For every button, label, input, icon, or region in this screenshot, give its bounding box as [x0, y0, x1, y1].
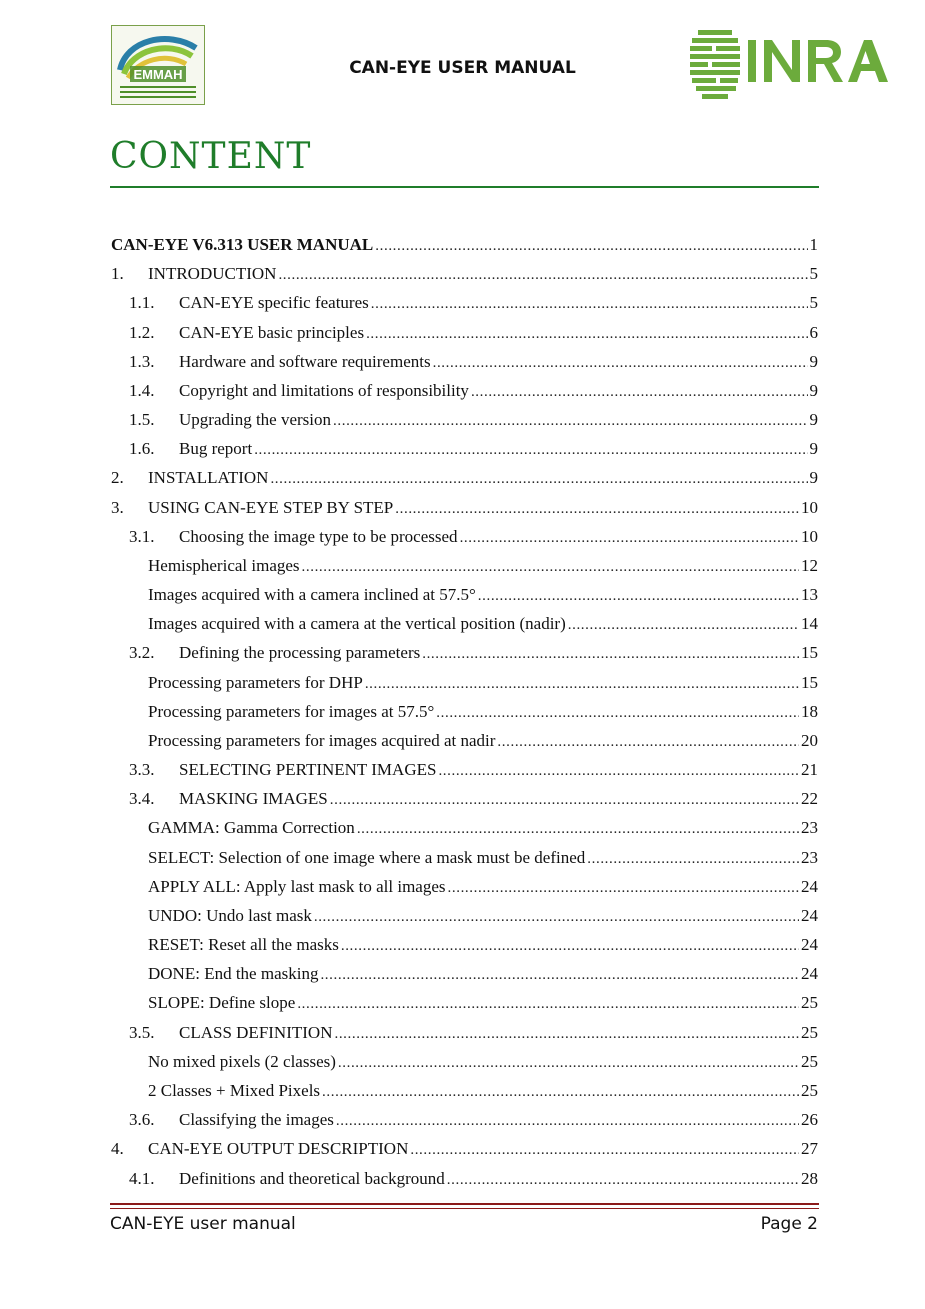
toc-entry-page: 27	[801, 1139, 818, 1159]
toc-entry-title: INSTALLATION	[148, 468, 269, 488]
toc-dot-leader	[322, 1078, 799, 1107]
toc-entry-page: 24	[801, 905, 818, 925]
toc-entry[interactable]	[111, 901, 818, 930]
toc-entry-page: 25	[801, 1022, 818, 1042]
toc-entry-page: 26	[801, 1110, 818, 1130]
toc-entry-page: 14	[801, 614, 818, 634]
toc-entry-page: 10	[801, 526, 818, 546]
toc-entry[interactable]	[111, 1047, 818, 1076]
toc-entry-number: 3.6.	[129, 1110, 155, 1130]
toc-dot-leader	[375, 232, 807, 261]
toc-entry[interactable]	[111, 1164, 818, 1193]
toc-entry-title: Upgrading the version	[179, 410, 332, 430]
toc-entry-number: 1.	[111, 264, 124, 284]
toc-dot-leader	[365, 670, 799, 699]
footer-divider-thin	[110, 1208, 819, 1209]
toc-entry[interactable]	[111, 988, 818, 1017]
toc-dot-leader	[436, 699, 799, 728]
toc-entry-number: 1.2.	[129, 322, 155, 342]
table-of-contents	[111, 230, 818, 1193]
toc-entry-page: 9	[809, 439, 818, 459]
toc-entry[interactable]	[111, 318, 818, 347]
toc-entry-title: Processing parameters for DHP	[148, 672, 363, 692]
toc-entry-title: USING CAN-EYE STEP BY STEP	[148, 497, 394, 517]
toc-entry-number: 4.1.	[129, 1168, 155, 1188]
toc-entry-page: 15	[801, 672, 818, 692]
toc-dot-leader	[395, 495, 799, 524]
toc-entry-number: 3.2.	[129, 643, 155, 663]
toc-entry-number: 3.3.	[129, 760, 155, 780]
inra-logo	[688, 26, 888, 108]
toc-entry[interactable]	[111, 609, 818, 638]
toc-entry-page: 24	[801, 964, 818, 984]
svg-text:EMMAH: EMMAH	[133, 67, 183, 82]
toc-dot-leader	[587, 845, 799, 874]
toc-entry-number: 4.	[111, 1139, 124, 1159]
toc-entry-page: 28	[801, 1168, 818, 1188]
toc-entry-number: 3.4.	[129, 789, 155, 809]
toc-entry-title: MASKING IMAGES	[179, 789, 328, 809]
toc-entry-title: GAMMA: Gamma Correction	[148, 818, 355, 838]
toc-entry-title: SLOPE: Define slope	[148, 993, 296, 1013]
toc-dot-leader	[357, 815, 799, 844]
toc-entry-title: INTRODUCTION	[148, 264, 277, 284]
toc-entry-page: 21	[801, 760, 818, 780]
toc-entry-number: 1.5.	[129, 410, 155, 430]
toc-dot-leader	[433, 349, 808, 378]
toc-entry-title: CAN-EYE V6.313 USER MANUAL	[111, 235, 374, 254]
toc-entry[interactable]	[111, 522, 818, 551]
toc-entry-page: 1	[809, 235, 818, 254]
toc-entry-title: DONE: End the masking	[148, 964, 319, 984]
toc-entry[interactable]	[111, 843, 818, 872]
toc-dot-leader	[334, 1020, 799, 1049]
toc-entry-page: 15	[801, 643, 818, 663]
toc-entry[interactable]	[111, 1134, 818, 1163]
toc-entry-page: 22	[801, 789, 818, 809]
toc-entry[interactable]	[111, 638, 818, 667]
toc-entry[interactable]	[111, 755, 818, 784]
toc-entry[interactable]	[111, 493, 818, 522]
toc-entry[interactable]	[111, 405, 818, 434]
toc-entry-number: 1.4.	[129, 380, 155, 400]
toc-entry-title: Copyright and limitations of responsibility	[179, 380, 469, 400]
toc-entry-number: 3.5.	[129, 1022, 155, 1042]
toc-entry-page: 24	[801, 935, 818, 955]
toc-entry[interactable]	[111, 551, 818, 580]
toc-entry-title: CLASS DEFINITION	[179, 1022, 333, 1042]
toc-entry-page: 6	[809, 322, 818, 342]
toc-entry-title: SELECTING PERTINENT IMAGES	[179, 760, 437, 780]
toc-entry-title: Processing parameters for images at 57.5°	[148, 701, 435, 721]
toc-entry[interactable]	[111, 259, 818, 288]
toc-dot-leader	[568, 611, 799, 640]
toc-dot-leader	[297, 990, 799, 1019]
toc-entry[interactable]	[111, 930, 818, 959]
footer-document-name: CAN-EYE user manual	[110, 1214, 296, 1234]
toc-entry[interactable]	[111, 959, 818, 988]
toc-entry-title: Processing parameters for images acquired at nadir	[148, 730, 496, 750]
toc-entry-title: Choosing the image type to be processed	[179, 526, 458, 546]
toc-entry[interactable]	[111, 784, 818, 813]
toc-entry-number: 3.	[111, 497, 124, 517]
toc-dot-leader	[478, 582, 799, 611]
toc-entry-page: 20	[801, 730, 818, 750]
toc-entry-page: 18	[801, 701, 818, 721]
toc-dot-leader	[460, 524, 799, 553]
toc-entry[interactable]	[111, 1076, 818, 1105]
toc-entry-page: 9	[809, 351, 818, 371]
footer-divider	[110, 1203, 819, 1205]
toc-entry-title: CAN-EYE specific features	[179, 293, 369, 313]
toc-dot-leader	[497, 728, 799, 757]
toc-entry-number: 1.6.	[129, 439, 155, 459]
toc-entry-title: No mixed pixels (2 classes)	[148, 1051, 336, 1071]
toc-entry-title: Images acquired with a camera inclined at 57.5°	[148, 585, 476, 605]
inra-logo-graphic	[688, 26, 888, 108]
toc-entry[interactable]	[111, 872, 818, 901]
title-divider	[110, 186, 819, 188]
toc-entry-number: 2.	[111, 468, 124, 488]
toc-entry-title: Hardware and software requirements	[179, 351, 431, 371]
toc-dot-leader	[278, 261, 807, 290]
toc-entry[interactable]	[111, 813, 818, 842]
toc-entry[interactable]	[111, 376, 818, 405]
toc-entry[interactable]	[111, 668, 818, 697]
toc-dot-leader	[314, 903, 799, 932]
toc-dot-leader	[330, 786, 799, 815]
toc-entry-title: 2 Classes + Mixed Pixels	[148, 1080, 321, 1100]
toc-entry-page: 9	[809, 380, 818, 400]
toc-entry-page: 9	[809, 468, 818, 488]
toc-entry-number: 3.1.	[129, 526, 155, 546]
toc-entry-title: RESET: Reset all the masks	[148, 935, 339, 955]
running-header-title: CAN-EYE USER MANUAL	[349, 58, 576, 78]
toc-dot-leader	[366, 320, 807, 349]
toc-dot-leader	[438, 757, 799, 786]
toc-entry-title: Hemispherical images	[148, 555, 300, 575]
toc-entry-page: 25	[801, 1051, 818, 1071]
toc-entry-title: Definitions and theoretical background	[179, 1168, 445, 1188]
toc-dot-leader	[422, 640, 799, 669]
toc-entry-title: Defining the processing parameters	[179, 643, 421, 663]
toc-entry[interactable]	[111, 347, 818, 376]
toc-entry-number: 1.3.	[129, 351, 155, 371]
toc-dot-leader	[410, 1136, 799, 1165]
toc-dot-leader	[333, 407, 807, 436]
toc-entry-page: 25	[801, 993, 818, 1013]
toc-entry-number: 1.1.	[129, 293, 155, 313]
toc-dot-leader	[371, 290, 808, 319]
toc-entry[interactable]	[111, 1105, 818, 1134]
toc-dot-leader	[320, 961, 799, 990]
toc-dot-leader	[471, 378, 808, 407]
toc-entry-page: 23	[801, 818, 818, 838]
toc-entry[interactable]	[111, 288, 818, 317]
toc-entry[interactable]	[111, 726, 818, 755]
toc-entry-page: 5	[809, 293, 818, 313]
toc-entry-title: APPLY ALL: Apply last mask to all images	[148, 876, 446, 896]
toc-dot-leader	[302, 553, 799, 582]
toc-entry-title: Images acquired with a camera at the vertical position (nadir)	[148, 614, 566, 634]
toc-entry-page: 13	[801, 585, 818, 605]
toc-entry-title: SELECT: Selection of one image where a mask must be defined	[148, 847, 586, 867]
toc-dot-leader	[270, 465, 807, 494]
toc-dot-leader	[254, 436, 807, 465]
toc-entry-title: UNDO: Undo last mask	[148, 905, 312, 925]
toc-entry-title: Classifying the images	[179, 1110, 334, 1130]
toc-entry-page: 9	[809, 410, 818, 430]
toc-entry[interactable]	[111, 697, 818, 726]
toc-entry[interactable]	[111, 1018, 818, 1047]
toc-entry-title: Bug report	[179, 439, 253, 459]
toc-entry[interactable]	[111, 230, 818, 259]
toc-entry-page: 5	[809, 264, 818, 284]
toc-entry-title: CAN-EYE basic principles	[179, 322, 365, 342]
toc-entry-page: 10	[801, 497, 818, 517]
page-title: CONTENT	[110, 136, 312, 177]
toc-dot-leader	[338, 1049, 799, 1078]
toc-entry-page: 24	[801, 876, 818, 896]
toc-dot-leader	[448, 874, 799, 903]
toc-entry-page: 23	[801, 847, 818, 867]
toc-dot-leader	[336, 1107, 799, 1136]
toc-entry[interactable]	[111, 434, 818, 463]
toc-entry-title: CAN-EYE OUTPUT DESCRIPTION	[148, 1139, 409, 1159]
toc-entry[interactable]	[111, 463, 818, 492]
toc-entry-page: 12	[801, 555, 818, 575]
toc-entry[interactable]	[111, 580, 818, 609]
footer-page-number: Page 2	[760, 1214, 818, 1234]
toc-entry-page: 25	[801, 1080, 818, 1100]
toc-dot-leader	[341, 932, 799, 961]
toc-dot-leader	[447, 1166, 799, 1195]
